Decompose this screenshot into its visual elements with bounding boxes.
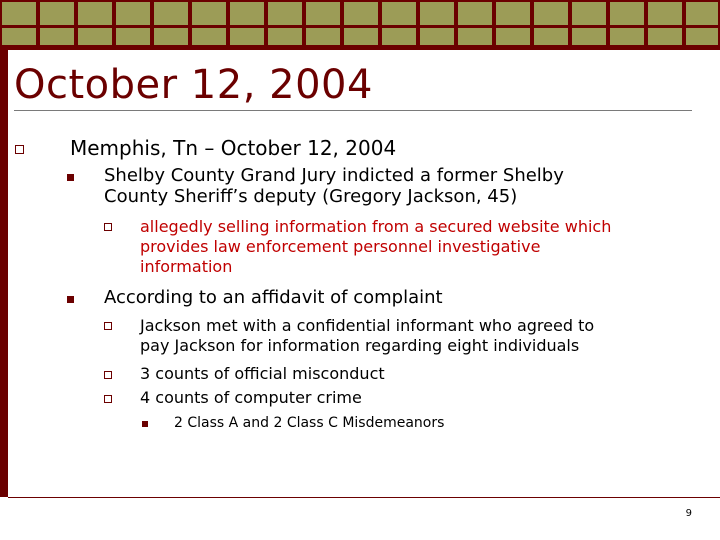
header-grid-cell bbox=[648, 2, 682, 25]
bullet-level4-text: 2 Class A and 2 Class C Misdemeanors bbox=[174, 415, 445, 431]
bullet-level3-text: 4 counts of computer crime bbox=[140, 388, 362, 407]
header-band bbox=[0, 0, 720, 47]
header-grid-cell bbox=[496, 28, 530, 45]
bullet-level3-text: Jackson met with a confidential informant who agreed to pay Jackson for information regarding eight individuals bbox=[140, 316, 595, 355]
header-grid-cell bbox=[78, 28, 112, 45]
header-grid-cell bbox=[116, 28, 150, 45]
filled-square-bullet-icon bbox=[67, 174, 74, 181]
bullet-level2-text: According to an affidavit of complaint bbox=[104, 287, 443, 308]
header-grid-cell bbox=[648, 28, 682, 45]
header-grid-cell bbox=[382, 28, 416, 45]
header-grid-cell bbox=[116, 2, 150, 25]
header-grid-cell bbox=[534, 2, 568, 25]
header-grid-cell bbox=[154, 2, 188, 25]
header-grid-cell bbox=[686, 28, 718, 45]
header-grid-cell bbox=[458, 28, 492, 45]
header-grid-cell bbox=[268, 2, 302, 25]
header-grid-cell bbox=[40, 2, 74, 25]
header-grid-cell bbox=[154, 28, 188, 45]
bullet-level3-text: allegedly selling information from a secured website which provides law enforcement personnel investigative information bbox=[140, 217, 612, 276]
left-accent-bar bbox=[0, 47, 8, 497]
header-grid-cell bbox=[2, 2, 36, 25]
header-grid-cell bbox=[344, 28, 378, 45]
header-grid-cell bbox=[230, 28, 264, 45]
hollow-square-bullet-icon bbox=[104, 395, 112, 403]
slide-title: October 12, 2004 bbox=[14, 62, 373, 108]
header-grid-cell bbox=[686, 2, 718, 25]
header-grid-cell bbox=[572, 2, 606, 25]
header-grid-cell bbox=[572, 28, 606, 45]
header-grid-cell bbox=[230, 2, 264, 25]
header-grid-cell bbox=[192, 28, 226, 45]
filled-square-bullet-icon bbox=[142, 421, 148, 427]
header-grid-cell bbox=[610, 28, 644, 45]
hollow-square-bullet-icon bbox=[104, 223, 112, 231]
header-grid-cell bbox=[458, 2, 492, 25]
header-grid-cell bbox=[420, 28, 454, 45]
header-grid-cell bbox=[306, 2, 340, 25]
header-grid-cell bbox=[344, 2, 378, 25]
hollow-square-bullet-icon bbox=[15, 145, 24, 154]
header-grid-cell bbox=[382, 2, 416, 25]
bottom-rule bbox=[8, 497, 720, 498]
header-grid-cell bbox=[496, 2, 530, 25]
bullet-level3-text: 3 counts of official misconduct bbox=[140, 364, 385, 383]
hollow-square-bullet-icon bbox=[104, 322, 112, 330]
page-number: 9 bbox=[685, 508, 692, 519]
title-underline bbox=[14, 110, 692, 111]
header-grid-cell bbox=[306, 28, 340, 45]
header-grid-cell bbox=[40, 28, 74, 45]
header-grid-cell bbox=[610, 2, 644, 25]
hollow-square-bullet-icon bbox=[104, 371, 112, 379]
header-grid-cell bbox=[534, 28, 568, 45]
header-grid-cell bbox=[2, 28, 36, 45]
header-grid-cell bbox=[420, 2, 454, 25]
header-grid-cell bbox=[78, 2, 112, 25]
bullet-level2-text: Shelby County Grand Jury indicted a former Shelby County Sheriff’s deputy (Gregory Jackson, 45) bbox=[104, 165, 564, 207]
header-grid-cell bbox=[192, 2, 226, 25]
filled-square-bullet-icon bbox=[67, 296, 74, 303]
header-grid-cell bbox=[268, 28, 302, 45]
bullet-level1-text: Memphis, Tn – October 12, 2004 bbox=[70, 136, 397, 160]
